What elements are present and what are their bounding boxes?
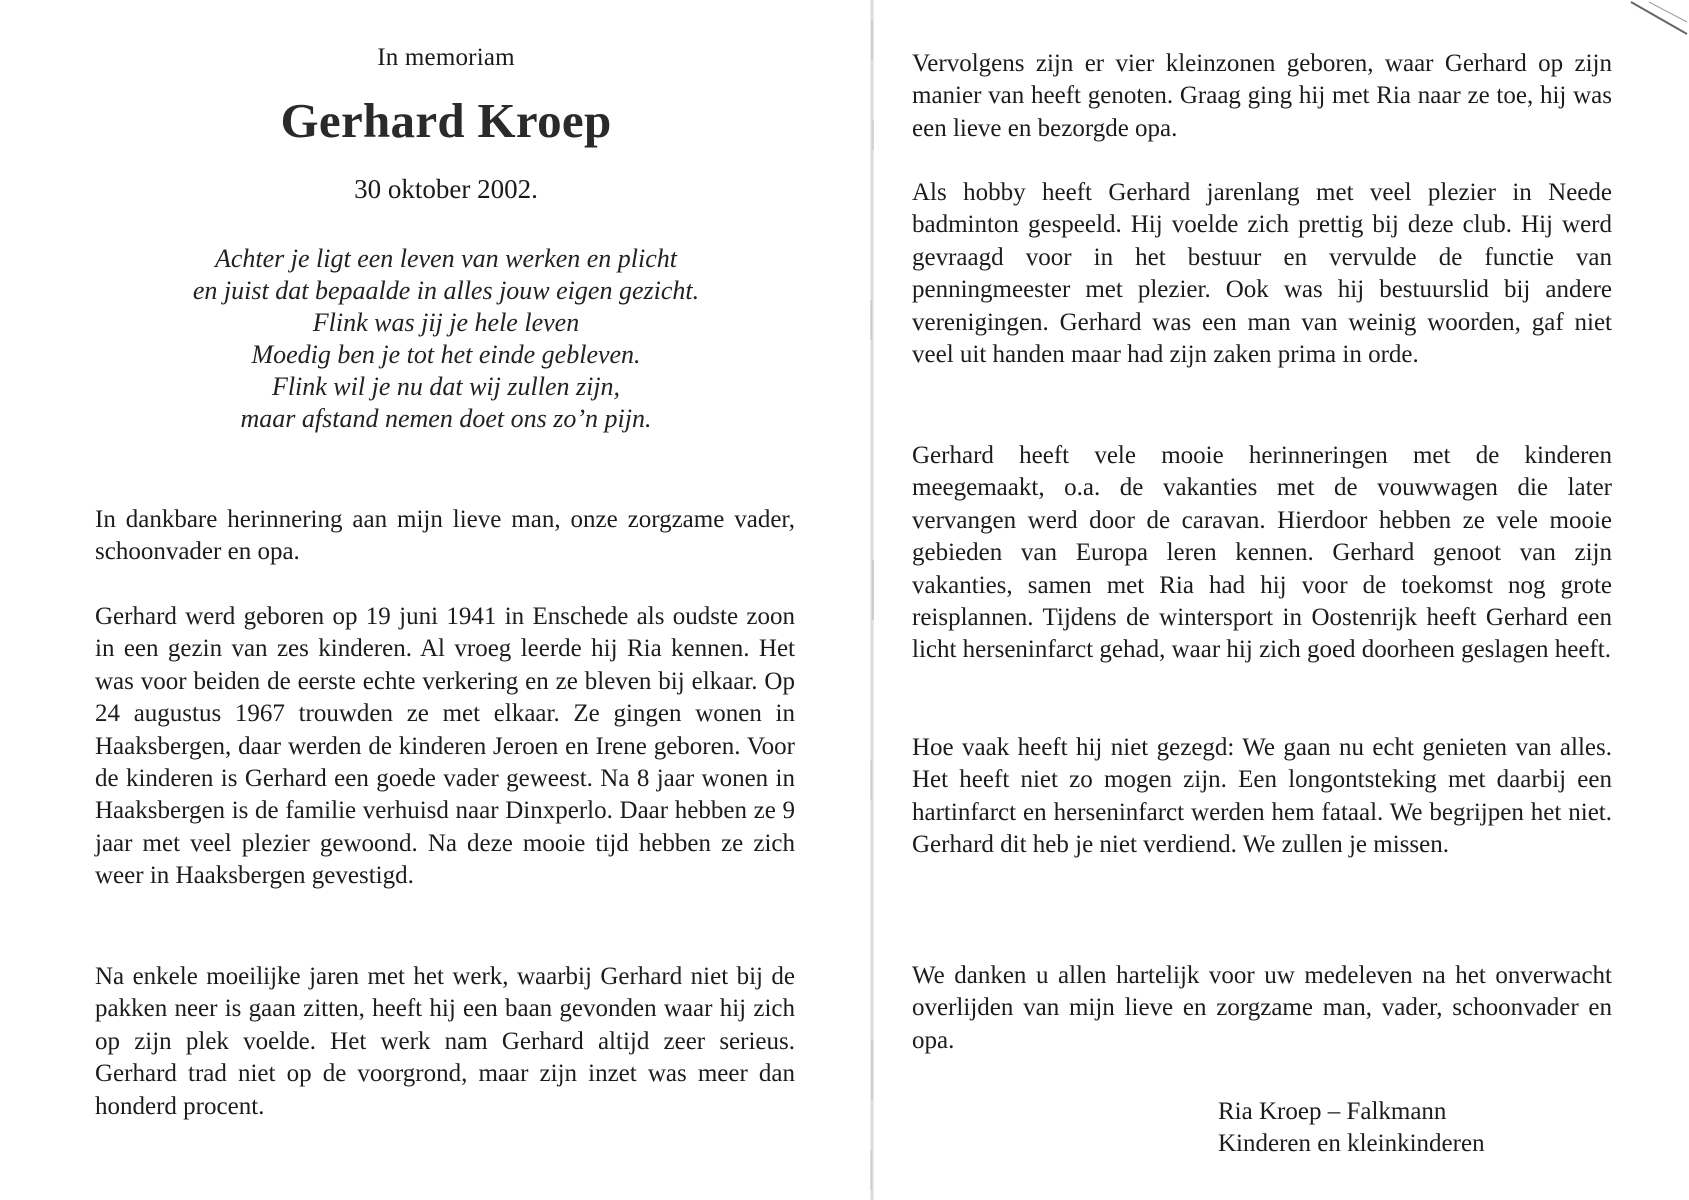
poem-line: Moedig ben je tot het einde gebleven. <box>251 340 641 369</box>
grandchildren-paragraph: Vervolgens zijn er vier kleinzonen geboren, waar Gerhard op zijn manier van heeft genoten. Graag ging hij met Ria naar ze toe, hij was een lieve en bezorgde opa. <box>912 50 1612 142</box>
poem-line: Flink was jij je hele leven <box>312 308 580 337</box>
deceased-name: Gerhard Kroep <box>280 93 612 148</box>
memories-paragraph: Gerhard heeft vele mooie herinneringen met de kinderen meegemaakt, o.a. de vakanties met de vouwwagen die later vervangen werd door de caravan. Hierdoor hebben ze vele mooie gebieden van Europa leren kennen. Gerhard genoot van zijn vakanties, samen met Ria had hij voor de toekomst nog grote reisplannen. Tijdens de wintersport in Oostenrijk heeft Gerhard een licht herseninfarct gehad, waar hij zich goed doorheen geslagen heeft. <box>912 442 1612 664</box>
signature <box>1218 1096 1485 1160</box>
work-paragraph: Na enkele moeilijke jaren met het werk, waarbij Gerhard niet bij de pakken neer is gaan zitten, heeft hij een baan gevonden waar hij zich op zijn plek voelde. Het werk nam Gerhard altijd zeer serieus. Gerhard trad niet op de voorgrond, maar zijn inzet was meer dan honderd procent. <box>95 963 795 1120</box>
thanks-paragraph: We danken u allen hartelijk voor uw medeleven na het onverwacht overlijden van mijn lieve en zorgzame man, vader, schoonvader en opa. <box>912 962 1612 1054</box>
dedication-paragraph: In dankbare herinnering aan mijn lieve man, onze zorgzame vader, schoonvader en opa. <box>95 506 795 566</box>
pre-title: In memoriam <box>377 44 515 71</box>
signature-family: Kinderen en kleinkinderen <box>1218 1130 1485 1157</box>
poem-line: Flink wil je nu dat wij zullen zijn, <box>271 372 621 401</box>
biography-paragraph: Gerhard werd geboren op 19 juni 1941 in Enschede als oudste zoon in een gezin van zes kinderen. Al vroeg leerde hij Ria kennen. Het was voor beiden de eerste echte verkering en ze bleven bij elkaar. Op 24 augustus 1967 trouwden ze met elkaar. Ze gingen wonen in Haaksbergen, daar werden de kinderen Jeroen en Irene geboren. Voor de kinderen is Gerhard een goede vader geweest. Na 8 jaar wonen in Haaksbergen is de familie verhuisd naar Dinxperlo. Daar hebben ze 9 jaar met veel plezier gewoond. Na deze mooie tijd hebben ze zich weer in Haaksbergen gevestigd. <box>95 603 795 890</box>
date-of-death: 30 oktober 2002. <box>354 174 538 204</box>
signature-name: Ria Kroep – Falkmann <box>1218 1098 1447 1125</box>
page-corner-curl <box>1629 0 1689 40</box>
hobby-paragraph: Als hobby heeft Gerhard jarenlang met veel plezier in Neede badminton gespeeld. Hij voelde zich prettig bij deze club. Hij werd gevraagd voor in het bestuur en vervulde de functie van penningmeester met plezier. Ook was hij bestuurslid bij andere verenigingen. Gerhard was een man van weinig woorden, gaf niet veel uit handen maar had zijn zaken prima in orde. <box>912 179 1612 369</box>
poem-line: Achter je ligt een leven van werken en plicht <box>214 244 678 273</box>
poem <box>0 243 892 435</box>
farewell-paragraph: Hoe vaak heeft hij niet gezegd: We gaan nu echt genieten van alles. Het heeft niet zo mogen zijn. Een longontsteking met daarbij een hartinfarct en herseninfarct werden hem fataal. We begrijpen het niet. Gerhard dit heb je niet verdiend. We zullen je missen. <box>912 734 1612 859</box>
poem-line: en juist dat bepaalde in alles jouw eigen gezicht. <box>192 276 700 305</box>
poem-line: maar afstand nemen doet ons zo’n pijn. <box>240 404 652 433</box>
